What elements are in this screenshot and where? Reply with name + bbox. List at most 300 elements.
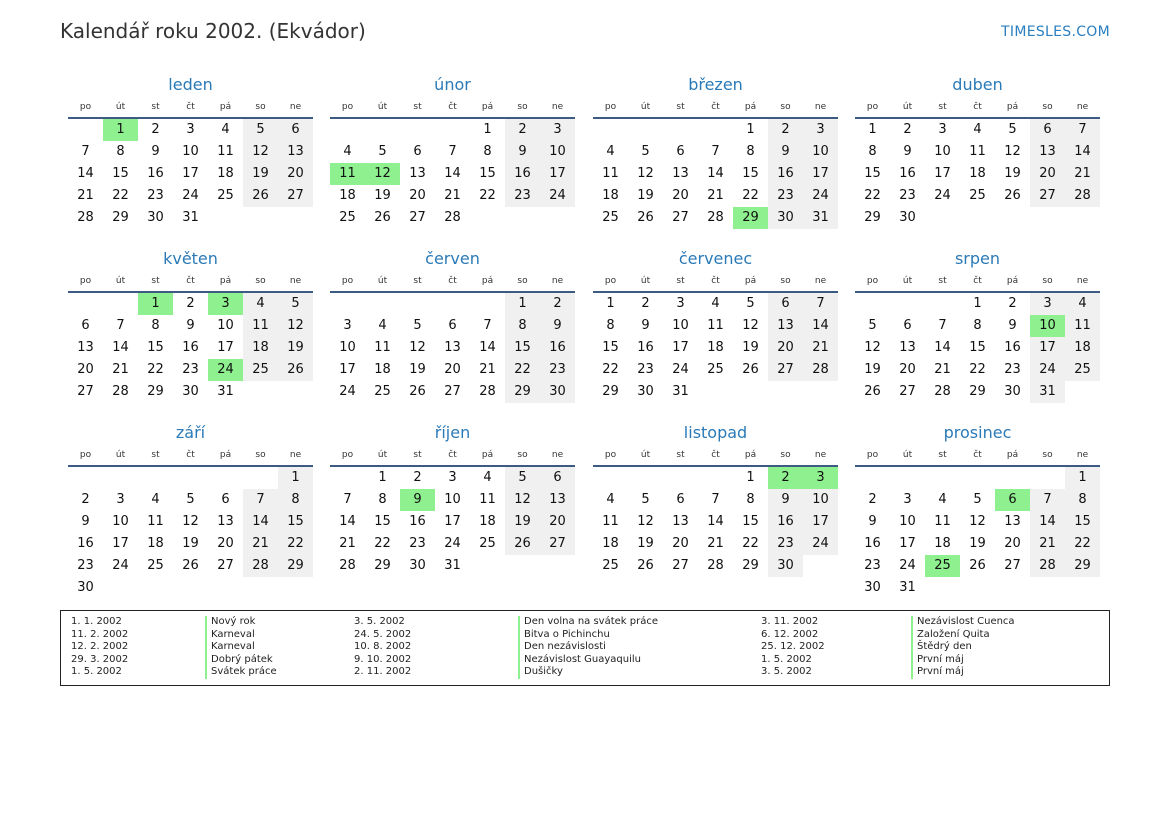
weekday-label: st bbox=[676, 450, 685, 460]
day-cell: 21 bbox=[479, 362, 496, 377]
day-cell: 10 bbox=[444, 492, 461, 507]
day-cell: 24 bbox=[208, 359, 243, 381]
day-cell: 14 bbox=[803, 315, 838, 337]
day-cell: 4 bbox=[606, 492, 615, 507]
day-cell: 28 bbox=[243, 555, 278, 577]
day-cell: 2 bbox=[81, 492, 90, 507]
day-cell: 14 bbox=[1065, 141, 1100, 163]
month-duben bbox=[855, 72, 1100, 229]
day-cell: 1 bbox=[103, 119, 138, 141]
weekday-label: so bbox=[255, 276, 266, 286]
day-cell: 15 bbox=[112, 166, 129, 181]
weekday-label: út bbox=[115, 450, 126, 460]
day-cell: 25 bbox=[217, 188, 234, 203]
day-cell: 5 bbox=[378, 144, 387, 159]
day-cell: 18 bbox=[374, 362, 391, 377]
day-cell: 27 bbox=[1030, 185, 1065, 207]
day-cell: 2 bbox=[768, 467, 803, 489]
month-červen bbox=[330, 246, 575, 403]
weekday-label: ne bbox=[551, 276, 564, 286]
day-cell: 5 bbox=[1008, 122, 1017, 137]
day-cell: 28 bbox=[444, 210, 461, 225]
day-cell: 23 bbox=[147, 188, 164, 203]
weekday-label: st bbox=[676, 102, 685, 112]
day-cell: 3 bbox=[1030, 293, 1065, 315]
day-cell: 15 bbox=[602, 340, 619, 355]
weekday-header bbox=[330, 272, 575, 293]
day-cell: 11 bbox=[330, 163, 365, 185]
day-cell: 24 bbox=[1030, 359, 1065, 381]
day-cell: 1 bbox=[1065, 467, 1100, 489]
weekday-label: st bbox=[413, 276, 422, 286]
empty-cell bbox=[470, 293, 505, 315]
day-cell: 13 bbox=[444, 340, 461, 355]
weekday-label: po bbox=[604, 276, 617, 286]
weekday-label: so bbox=[1042, 276, 1053, 286]
weekday-label: so bbox=[1042, 450, 1053, 460]
weekday-label: ne bbox=[1076, 102, 1089, 112]
day-cell: 19 bbox=[637, 536, 654, 551]
day-cell: 2 bbox=[540, 293, 575, 315]
week-row bbox=[855, 359, 1100, 381]
day-cell: 11 bbox=[147, 514, 164, 529]
day-cell: 25 bbox=[602, 210, 619, 225]
weekday-label: po bbox=[341, 450, 354, 460]
day-cell: 27 bbox=[217, 558, 234, 573]
week-row bbox=[68, 577, 313, 599]
day-cell: 25 bbox=[925, 555, 960, 577]
day-cell: 15 bbox=[147, 340, 164, 355]
day-cell: 14 bbox=[444, 166, 461, 181]
day-cell: 22 bbox=[505, 359, 540, 381]
day-cell: 16 bbox=[409, 514, 426, 529]
day-cell: 13 bbox=[1004, 514, 1021, 529]
day-cell: 13 bbox=[217, 514, 234, 529]
day-cell: 22 bbox=[969, 362, 986, 377]
weekday-label: pá bbox=[481, 102, 494, 112]
weekday-label: so bbox=[1042, 102, 1053, 112]
empty-cell bbox=[103, 467, 138, 489]
day-cell: 29 bbox=[742, 558, 759, 573]
empty-cell bbox=[698, 119, 733, 141]
day-cell: 30 bbox=[540, 381, 575, 403]
weekday-label: út bbox=[902, 102, 913, 112]
day-cell: 25 bbox=[374, 384, 391, 399]
holiday-name: Den volna na svátek práce bbox=[518, 616, 658, 629]
holiday-date: 1. 1. 2002 bbox=[71, 616, 122, 627]
day-cell: 1 bbox=[746, 122, 755, 137]
day-cell: 3 bbox=[343, 318, 352, 333]
day-cell: 23 bbox=[768, 533, 803, 555]
empty-cell bbox=[1030, 467, 1065, 489]
day-cell: 21 bbox=[77, 188, 94, 203]
day-cell: 17 bbox=[934, 166, 951, 181]
day-cell: 28 bbox=[803, 359, 838, 381]
day-cell: 13 bbox=[672, 166, 689, 181]
day-cell: 21 bbox=[1030, 533, 1065, 555]
holiday-date: 3. 5. 2002 bbox=[761, 666, 812, 678]
week-row bbox=[593, 163, 838, 185]
empty-cell bbox=[68, 119, 103, 141]
day-cell: 2 bbox=[868, 492, 877, 507]
day-cell: 8 bbox=[746, 144, 755, 159]
week-row bbox=[68, 337, 313, 359]
weekday-label: pá bbox=[1006, 276, 1019, 286]
empty-cell bbox=[435, 293, 470, 315]
empty-cell bbox=[593, 119, 628, 141]
day-cell: 9 bbox=[641, 318, 650, 333]
weekday-header bbox=[593, 98, 838, 119]
weekday-label: út bbox=[115, 102, 126, 112]
day-cell: 19 bbox=[243, 163, 278, 185]
day-cell: 21 bbox=[339, 536, 356, 551]
day-cell: 8 bbox=[1065, 489, 1100, 511]
day-cell: 12 bbox=[864, 340, 881, 355]
month-únor bbox=[330, 72, 575, 229]
day-cell: 1 bbox=[483, 122, 492, 137]
day-cell: 23 bbox=[77, 558, 94, 573]
day-cell: 30 bbox=[864, 580, 881, 595]
weekday-label: út bbox=[640, 102, 651, 112]
weekday-label: pá bbox=[744, 102, 757, 112]
day-cell: 2 bbox=[641, 296, 650, 311]
day-cell: 6 bbox=[768, 293, 803, 315]
day-cell: 30 bbox=[768, 555, 803, 577]
day-cell: 22 bbox=[479, 188, 496, 203]
day-cell: 13 bbox=[672, 514, 689, 529]
weekday-label: ne bbox=[1076, 450, 1089, 460]
day-cell: 19 bbox=[637, 188, 654, 203]
month-name: leden bbox=[168, 75, 213, 94]
holiday-date: 3. 5. 2002 bbox=[354, 616, 405, 627]
day-cell: 29 bbox=[278, 555, 313, 577]
day-cell: 31 bbox=[672, 384, 689, 399]
day-cell: 25 bbox=[707, 362, 724, 377]
weekday-label: čt bbox=[448, 450, 457, 460]
empty-cell bbox=[103, 293, 138, 315]
month-name: červenec bbox=[678, 249, 753, 268]
day-cell: 26 bbox=[374, 210, 391, 225]
month-květen bbox=[68, 246, 313, 403]
day-cell: 5 bbox=[973, 492, 982, 507]
day-cell: 24 bbox=[112, 558, 129, 573]
day-cell: 27 bbox=[768, 359, 803, 381]
week-row bbox=[330, 315, 575, 337]
empty-cell bbox=[400, 293, 435, 315]
day-cell: 1 bbox=[278, 467, 313, 489]
weekday-label: so bbox=[517, 276, 528, 286]
week-row bbox=[593, 119, 838, 141]
day-cell: 17 bbox=[672, 340, 689, 355]
day-cell: 5 bbox=[413, 318, 422, 333]
empty-cell bbox=[890, 293, 925, 315]
week-row bbox=[68, 511, 313, 533]
day-cell: 18 bbox=[339, 188, 356, 203]
weekday-label: út bbox=[377, 102, 388, 112]
weekday-label: so bbox=[517, 450, 528, 460]
month-name: březen bbox=[688, 75, 743, 94]
weekday-label: ne bbox=[814, 450, 827, 460]
day-cell: 8 bbox=[151, 318, 160, 333]
day-cell: 4 bbox=[151, 492, 160, 507]
weekday-label: st bbox=[938, 276, 947, 286]
weekday-label: po bbox=[604, 450, 617, 460]
day-cell: 1 bbox=[505, 293, 540, 315]
weekday-label: so bbox=[780, 276, 791, 286]
empty-cell bbox=[138, 467, 173, 489]
month-name: listopad bbox=[683, 423, 748, 442]
day-cell: 22 bbox=[602, 362, 619, 377]
empty-cell bbox=[628, 467, 663, 489]
day-cell: 9 bbox=[903, 144, 912, 159]
weekday-label: ne bbox=[814, 102, 827, 112]
day-cell: 19 bbox=[409, 362, 426, 377]
day-cell: 26 bbox=[505, 533, 540, 555]
day-cell: 30 bbox=[899, 210, 916, 225]
day-cell: 10 bbox=[217, 318, 234, 333]
day-cell: 6 bbox=[1030, 119, 1065, 141]
day-cell: 6 bbox=[81, 318, 90, 333]
day-cell: 29 bbox=[969, 384, 986, 399]
week-row bbox=[68, 315, 313, 337]
empty-cell bbox=[663, 119, 698, 141]
month-name: duben bbox=[952, 75, 1003, 94]
day-cell: 28 bbox=[934, 384, 951, 399]
day-cell: 10 bbox=[803, 489, 838, 511]
weekday-label: út bbox=[902, 276, 913, 286]
day-cell: 4 bbox=[973, 122, 982, 137]
day-cell: 9 bbox=[768, 489, 803, 511]
day-cell: 31 bbox=[444, 558, 461, 573]
day-cell: 17 bbox=[217, 340, 234, 355]
empty-cell bbox=[400, 119, 435, 141]
day-cell: 13 bbox=[899, 340, 916, 355]
day-cell: 31 bbox=[217, 384, 234, 399]
day-cell: 30 bbox=[768, 207, 803, 229]
week-row bbox=[330, 533, 575, 555]
day-cell: 14 bbox=[934, 340, 951, 355]
weekday-label: čt bbox=[711, 276, 720, 286]
holiday-dates-col-1 bbox=[71, 616, 128, 679]
week-row bbox=[68, 359, 313, 381]
day-cell: 3 bbox=[676, 296, 685, 311]
day-cell: 5 bbox=[186, 492, 195, 507]
holiday-name: Štědrý den bbox=[911, 641, 1015, 654]
day-cell: 18 bbox=[1065, 337, 1100, 359]
day-cell: 9 bbox=[540, 315, 575, 337]
day-cell: 3 bbox=[116, 492, 125, 507]
day-cell: 26 bbox=[742, 362, 759, 377]
brand-link[interactable]: TIMESLES.COM bbox=[1001, 24, 1110, 40]
weekday-label: út bbox=[640, 276, 651, 286]
day-cell: 7 bbox=[343, 492, 352, 507]
weekday-label: ne bbox=[289, 276, 302, 286]
day-cell: 24 bbox=[182, 188, 199, 203]
weekday-label: ne bbox=[814, 276, 827, 286]
day-cell: 28 bbox=[479, 384, 496, 399]
day-cell: 4 bbox=[221, 122, 230, 137]
weekday-label: út bbox=[902, 450, 913, 460]
week-row bbox=[593, 293, 838, 315]
day-cell: 25 bbox=[339, 210, 356, 225]
day-cell: 10 bbox=[182, 144, 199, 159]
day-cell: 2 bbox=[1008, 296, 1017, 311]
day-cell: 28 bbox=[339, 558, 356, 573]
week-row bbox=[855, 467, 1100, 489]
week-row bbox=[593, 533, 838, 555]
day-cell: 11 bbox=[934, 514, 951, 529]
day-cell: 20 bbox=[409, 188, 426, 203]
holiday-name: Bitva o Pichinchu bbox=[518, 629, 658, 642]
day-cell: 15 bbox=[742, 514, 759, 529]
day-cell: 23 bbox=[409, 536, 426, 551]
week-row bbox=[330, 337, 575, 359]
weekday-header bbox=[68, 272, 313, 293]
empty-cell bbox=[663, 467, 698, 489]
empty-cell bbox=[995, 467, 1030, 489]
week-row bbox=[330, 207, 575, 229]
day-cell: 7 bbox=[803, 293, 838, 315]
week-row bbox=[330, 359, 575, 381]
week-row bbox=[330, 555, 575, 577]
day-cell: 14 bbox=[1030, 511, 1065, 533]
day-cell: 13 bbox=[1030, 141, 1065, 163]
day-cell: 10 bbox=[112, 514, 129, 529]
weekday-label: čt bbox=[973, 450, 982, 460]
weekday-label: pá bbox=[219, 276, 232, 286]
weekday-label: čt bbox=[973, 102, 982, 112]
weekday-label: po bbox=[79, 276, 92, 286]
day-cell: 22 bbox=[742, 536, 759, 551]
day-cell: 17 bbox=[339, 362, 356, 377]
week-row bbox=[593, 467, 838, 489]
day-cell: 16 bbox=[768, 511, 803, 533]
day-cell: 7 bbox=[711, 144, 720, 159]
day-cell: 30 bbox=[637, 384, 654, 399]
day-cell: 26 bbox=[1004, 188, 1021, 203]
day-cell: 6 bbox=[676, 492, 685, 507]
day-cell: 10 bbox=[540, 141, 575, 163]
day-cell: 12 bbox=[637, 514, 654, 529]
holiday-name: Nezávislost Cuenca bbox=[911, 616, 1015, 629]
day-cell: 26 bbox=[864, 384, 881, 399]
day-cell: 6 bbox=[413, 144, 422, 159]
day-cell: 18 bbox=[969, 166, 986, 181]
day-cell: 9 bbox=[868, 514, 877, 529]
day-cell: 18 bbox=[602, 536, 619, 551]
day-cell: 22 bbox=[278, 533, 313, 555]
day-cell: 15 bbox=[505, 337, 540, 359]
day-cell: 4 bbox=[711, 296, 720, 311]
month-name: srpen bbox=[954, 249, 1001, 268]
day-cell: 13 bbox=[540, 489, 575, 511]
weekday-label: čt bbox=[448, 102, 457, 112]
day-cell: 12 bbox=[278, 315, 313, 337]
day-cell: 6 bbox=[903, 318, 912, 333]
day-cell: 11 bbox=[374, 340, 391, 355]
day-cell: 3 bbox=[803, 119, 838, 141]
day-cell: 7 bbox=[81, 144, 90, 159]
day-cell: 21 bbox=[934, 362, 951, 377]
weekday-label: po bbox=[341, 102, 354, 112]
holiday-dates-col-2 bbox=[354, 616, 411, 679]
holiday-name: Den nezávislosti bbox=[518, 641, 658, 654]
holiday-date: 1. 5. 2002 bbox=[71, 666, 122, 678]
day-cell: 5 bbox=[243, 119, 278, 141]
day-cell: 3 bbox=[208, 293, 243, 315]
day-cell: 16 bbox=[182, 340, 199, 355]
day-cell: 6 bbox=[676, 144, 685, 159]
empty-cell bbox=[855, 467, 890, 489]
day-cell: 29 bbox=[602, 384, 619, 399]
day-cell: 20 bbox=[217, 536, 234, 551]
day-cell: 30 bbox=[182, 384, 199, 399]
day-cell: 27 bbox=[672, 210, 689, 225]
day-cell: 12 bbox=[365, 163, 400, 185]
day-cell: 7 bbox=[243, 489, 278, 511]
weekday-label: st bbox=[938, 102, 947, 112]
month-name: prosinec bbox=[943, 423, 1012, 442]
day-cell: 23 bbox=[1004, 362, 1021, 377]
day-cell: 18 bbox=[707, 340, 724, 355]
week-row bbox=[855, 555, 1100, 577]
day-cell: 4 bbox=[938, 492, 947, 507]
weekday-label: po bbox=[341, 276, 354, 286]
day-cell: 13 bbox=[409, 166, 426, 181]
day-cell: 16 bbox=[77, 536, 94, 551]
empty-cell bbox=[960, 467, 995, 489]
day-cell: 8 bbox=[378, 492, 387, 507]
day-cell: 19 bbox=[278, 337, 313, 359]
day-cell: 26 bbox=[278, 359, 313, 381]
week-row bbox=[593, 359, 838, 381]
empty-cell bbox=[855, 293, 890, 315]
empty-cell bbox=[68, 467, 103, 489]
weekday-label: ne bbox=[551, 450, 564, 460]
holiday-name: První máj bbox=[911, 654, 1015, 667]
day-cell: 26 bbox=[243, 185, 278, 207]
week-row bbox=[68, 489, 313, 511]
weekday-label: út bbox=[115, 276, 126, 286]
weekday-label: po bbox=[866, 102, 879, 112]
day-cell: 12 bbox=[969, 514, 986, 529]
week-row bbox=[68, 381, 313, 403]
day-cell: 16 bbox=[147, 166, 164, 181]
weekday-label: pá bbox=[744, 276, 757, 286]
holiday-names-col-2 bbox=[518, 616, 658, 679]
empty-cell bbox=[173, 467, 208, 489]
weekday-label: pá bbox=[219, 450, 232, 460]
day-cell: 5 bbox=[641, 492, 650, 507]
day-cell: 24 bbox=[934, 188, 951, 203]
day-cell: 22 bbox=[147, 362, 164, 377]
day-cell: 17 bbox=[899, 536, 916, 551]
day-cell: 20 bbox=[1004, 536, 1021, 551]
month-leden bbox=[68, 72, 313, 229]
week-row bbox=[330, 293, 575, 315]
day-cell: 6 bbox=[448, 318, 457, 333]
weekday-label: po bbox=[79, 450, 92, 460]
day-cell: 27 bbox=[672, 558, 689, 573]
day-cell: 10 bbox=[803, 141, 838, 163]
day-cell: 16 bbox=[1004, 340, 1021, 355]
holiday-name: Založení Quita bbox=[911, 629, 1015, 642]
week-row bbox=[330, 141, 575, 163]
holiday-name: Dobrý pátek bbox=[205, 654, 277, 667]
week-row bbox=[68, 533, 313, 555]
weekday-label: čt bbox=[186, 276, 195, 286]
day-cell: 26 bbox=[182, 558, 199, 573]
